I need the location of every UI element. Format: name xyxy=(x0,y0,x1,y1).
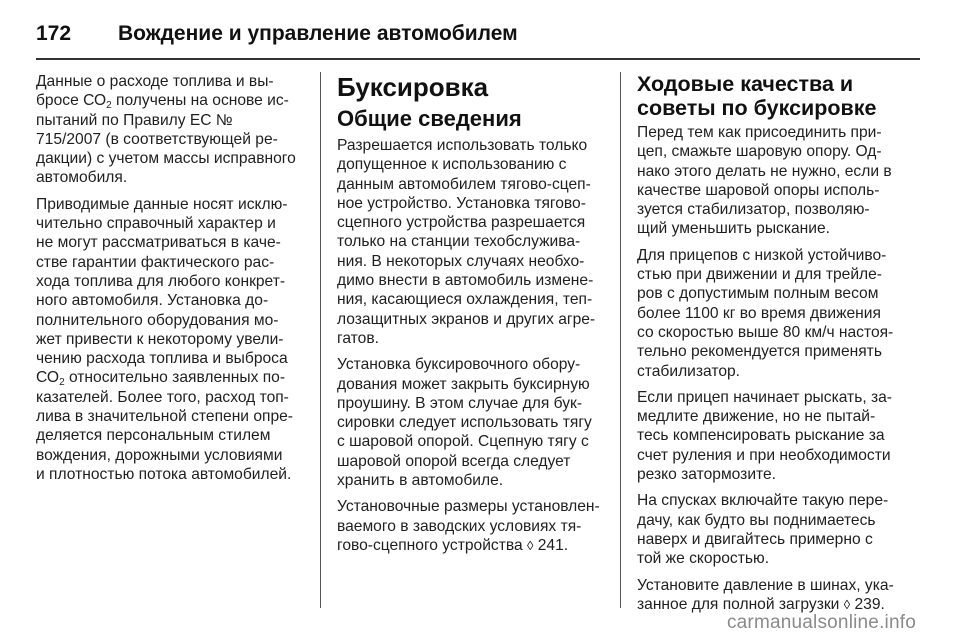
text-line: Приводимые данные носят исклю- xyxy=(36,195,288,213)
paragraph-sway xyxy=(637,388,917,484)
page-title: Вождение и управление автомобилем xyxy=(118,22,518,45)
page-number: 172 xyxy=(36,22,72,45)
text-line: стью при движении и для трейле- xyxy=(637,266,882,284)
page-reference-link[interactable]: 241. xyxy=(533,536,569,554)
text-line xyxy=(337,536,607,555)
page-header xyxy=(36,14,920,54)
text-line: ного автомобиля. Установка до- xyxy=(36,292,269,310)
text-fragment: гово-сцепного устройства xyxy=(337,536,527,554)
text-fragment: получены на основе ис- xyxy=(111,92,289,110)
text-line: нако этого делать не нужно, если в xyxy=(637,162,892,180)
text-line: данным автомобилем тягово-сцеп- xyxy=(337,175,591,193)
text-line: хранить в автомобиле. xyxy=(337,472,504,490)
subscript: 2 xyxy=(106,100,112,112)
text-line: ния, касающиеся охлаждения, теп- xyxy=(337,291,593,309)
subscript: 2 xyxy=(59,377,65,389)
paragraph-towbar-approval xyxy=(337,136,607,348)
text-line: Для прицепов с низкой устойчиво- xyxy=(637,246,887,264)
text-line: тельно рекомендуется применять xyxy=(637,343,882,361)
text-line: зуется стабилизатор, позволяю- xyxy=(637,201,870,219)
text-line: 715/2007 (в соответствующей ре- xyxy=(36,130,278,148)
text-line: Если прицеп начинает рыскать, за- xyxy=(637,388,893,406)
column-3 xyxy=(637,72,917,621)
paragraph-ball-coupling xyxy=(637,123,917,239)
text-line: щий уменьшить рыскание. xyxy=(637,220,830,238)
text-line: дования может закрыть буксирную xyxy=(337,375,590,393)
text-line xyxy=(36,91,312,110)
text-line: допущенное к использованию с xyxy=(337,156,567,174)
column-2 xyxy=(337,72,607,562)
text-line: со скоростью выше 80 км/ч настоя- xyxy=(637,323,894,341)
text-line: более 1100 кг во время движения xyxy=(637,304,881,322)
text-line: деляется персональным стилем xyxy=(36,427,271,445)
text-line: пытаний по Правилу ЕС № xyxy=(36,111,233,129)
text-line: автомобиля. xyxy=(36,169,128,187)
text-line: только на станции техобслужива- xyxy=(337,233,581,251)
text-line: тесь компенсировать рыскание за xyxy=(637,427,885,445)
section-heading-towing: Буксировка xyxy=(337,72,489,102)
text-line: резко затормозите. xyxy=(637,466,776,484)
text-line: вождения, дорожными условиями xyxy=(36,446,283,464)
text-line: ров с допустимым полным весом xyxy=(637,285,879,303)
text-line: сцепного устройства разрешается xyxy=(337,214,586,232)
subheading-general: Общие сведения xyxy=(337,106,522,131)
text-line: не могут рассматриваться в каче- xyxy=(36,234,281,252)
text-line: чению расхода топлива и выброса xyxy=(36,350,288,368)
text-line xyxy=(36,368,312,387)
text-line: димо внести в автомобиль измене- xyxy=(337,272,594,290)
co2-text: бросе СО xyxy=(36,92,107,110)
page-reference-arrow-icon: ◊ xyxy=(526,537,534,553)
text-line: гатов. xyxy=(337,329,379,347)
text-line: шаровой опорой всегда следует xyxy=(337,452,571,470)
text-line: Перед тем как присоединить при- xyxy=(637,124,882,141)
text-line: дакции) с учетом массы исправного xyxy=(36,150,296,168)
page-reference-arrow-icon: ◊ xyxy=(843,596,851,612)
text-line: стве гарантии фактического рас- xyxy=(36,253,275,271)
text-line: сировки следует использовать тягу xyxy=(337,414,592,432)
text-line: казателей. Более того, расход топ- xyxy=(36,388,289,406)
text-fragment: относительно заявленных по- xyxy=(64,369,286,387)
text-line: той же скоростью. xyxy=(637,550,770,568)
text-fragment: занное для полной загрузки xyxy=(637,595,844,613)
text-line: хода топлива для любого конкрет- xyxy=(36,272,286,290)
text-line: ния. В некоторых случаях необхо- xyxy=(337,252,585,270)
paragraph-descents xyxy=(637,491,917,568)
text-line: жет привести к некоторому увели- xyxy=(36,330,284,348)
text-line: полнительного оборудования мо- xyxy=(36,311,279,329)
text-line: На спусках включайте такую пере- xyxy=(637,492,889,510)
paragraph-towing-eye xyxy=(337,355,607,490)
text-line: Установка буксировочного обору- xyxy=(337,356,581,374)
text-line: Разрешается использовать только xyxy=(337,137,588,154)
text-line: проушину. В этом случае для бук- xyxy=(337,394,583,412)
paragraph-reference-data xyxy=(36,195,312,484)
co2-text: СО xyxy=(36,369,60,387)
text-line: и плотностью потока автомобилей. xyxy=(36,465,292,483)
text-line: счет руления и при необходимости xyxy=(637,446,891,464)
paragraph-tyre-pressure xyxy=(637,576,917,615)
text-line: Установочные размеры установлен- xyxy=(337,498,600,516)
text-line: с шаровой опорой. Сцепную тягу с xyxy=(337,433,589,451)
paragraph-fuel-data xyxy=(36,72,312,188)
section-heading-driving-tips xyxy=(637,72,917,120)
text-line: лива в значительной степени опре- xyxy=(36,408,293,426)
column-divider-2 xyxy=(620,72,621,608)
column-divider-1 xyxy=(320,72,321,608)
text-line: наверх и двигайтесь примерно с xyxy=(637,530,873,548)
text-line: качестве шаровой опоры исполь- xyxy=(637,181,880,199)
text-line: ваемого в заводских условиях тя- xyxy=(337,517,582,535)
paragraph-stabiliser xyxy=(637,246,917,381)
header-divider xyxy=(36,58,920,60)
text-line: цеп, смажьте шаровую опору. Од- xyxy=(637,143,882,161)
watermark: carmanualsonline.info xyxy=(726,612,916,633)
text-line: медлите движение, но не пытай- xyxy=(637,408,876,426)
heading-line: Ходовые качества и xyxy=(637,72,854,96)
paragraph-dimensions xyxy=(337,497,607,555)
text-line: чительно справочный характер и xyxy=(36,215,276,233)
page-reference-link[interactable]: 239. xyxy=(850,595,885,613)
text-line: Данные о расходе топлива и вы- xyxy=(36,73,274,90)
text-line: ное устройство. Установка тягово- xyxy=(337,194,586,212)
column-1 xyxy=(36,72,312,491)
text-line: стабилизатор. xyxy=(637,362,741,380)
text-line: Установите давление в шинах, ука- xyxy=(637,576,894,594)
text-line: лозащитных экранов и других агре- xyxy=(337,310,596,328)
text-line: дачу, как будто вы поднимаетесь xyxy=(637,511,876,529)
heading-line: советы по буксировке xyxy=(637,96,877,120)
